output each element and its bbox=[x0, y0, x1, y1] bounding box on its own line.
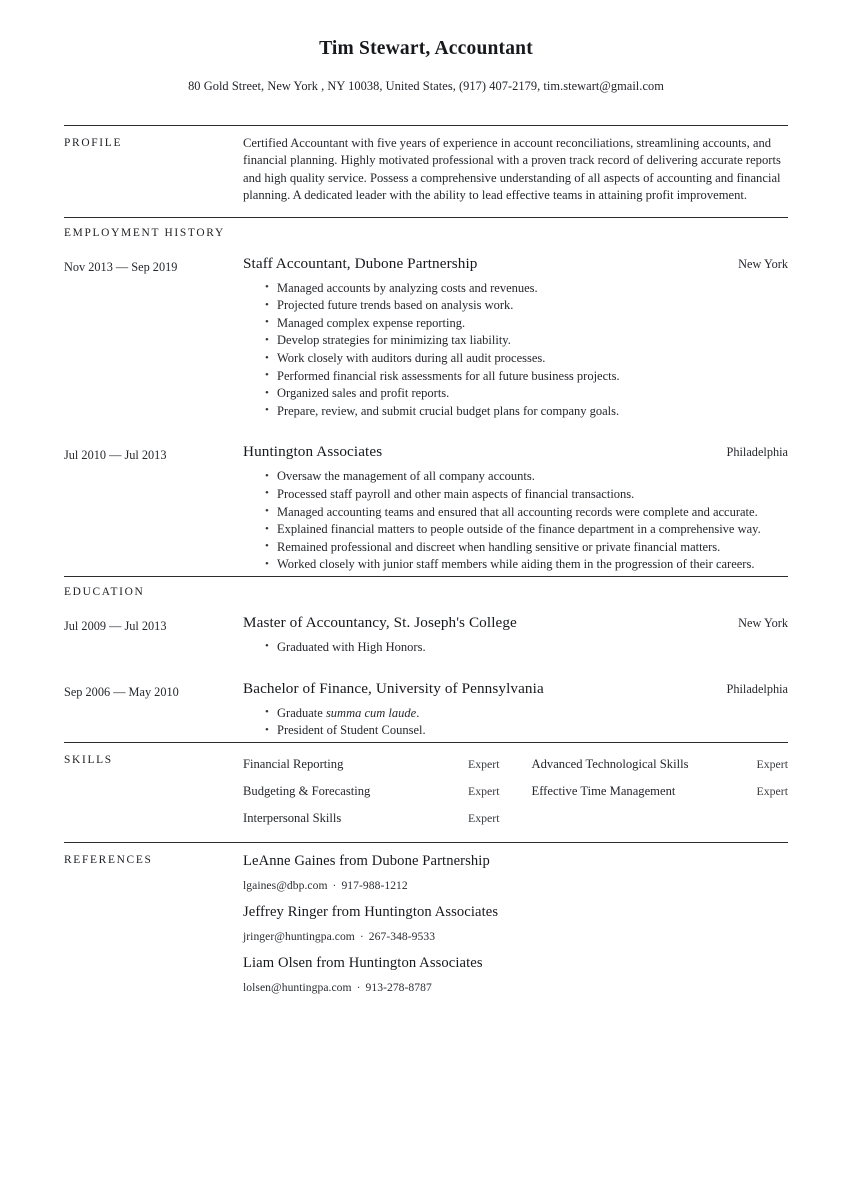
skill-row bbox=[532, 753, 789, 780]
skills-column bbox=[532, 753, 789, 834]
skill-level: Expert bbox=[468, 784, 500, 799]
skill-level: Expert bbox=[756, 784, 788, 799]
section-skills bbox=[64, 742, 788, 842]
reference-phone[interactable]: 913-278-8787 bbox=[365, 980, 432, 994]
skill-name: Budgeting & Forecasting bbox=[243, 784, 371, 799]
reference-name: Liam Olsen from Huntington Associates bbox=[243, 954, 483, 971]
resume-header bbox=[0, 0, 852, 94]
entry-bullet-list bbox=[243, 280, 788, 421]
entry-title: Huntington Associates bbox=[243, 443, 383, 461]
references-list bbox=[243, 852, 788, 999]
education-entry bbox=[64, 668, 788, 740]
entry-bullet: • Managed accounting teams and ensured that all accounting records were complete and accurate. bbox=[243, 504, 788, 522]
skill-level: Expert bbox=[756, 757, 788, 772]
entry-bullet: • Managed complex expense reporting. bbox=[243, 315, 788, 333]
reference-separator: · bbox=[359, 929, 364, 943]
section-employment bbox=[64, 217, 788, 576]
entry-title: Bachelor of Finance, University of Pennsylvania bbox=[243, 679, 544, 697]
entry-body bbox=[243, 255, 788, 421]
skills-grid bbox=[243, 752, 788, 840]
entry-bullet: • Projected future trends based on analysis work. bbox=[243, 297, 788, 315]
entry-body bbox=[243, 443, 788, 574]
reference-contact bbox=[243, 921, 788, 943]
reference-name: Jeffrey Ringer from Huntington Associates bbox=[243, 903, 499, 920]
entry-bullet: • Work closely with auditors during all audit processes. bbox=[243, 350, 788, 368]
skill-name: Effective Time Management bbox=[531, 784, 676, 799]
reference-separator: · bbox=[332, 878, 337, 892]
reference-name: LeAnne Gaines from Dubone Partnership bbox=[243, 852, 490, 869]
entry-date: Jul 2009 — Jul 2013 bbox=[64, 618, 167, 633]
section-label-references: REFERENCES bbox=[64, 853, 153, 866]
entry-bullet: • Explained financial matters to people outside of the finance department in a comprehensive way. bbox=[243, 521, 788, 539]
entry-title: Master of Accountancy, St. Joseph's College bbox=[243, 613, 517, 631]
reference-contact bbox=[243, 870, 788, 892]
skills-label-col bbox=[64, 752, 243, 766]
education-entry-list bbox=[64, 602, 788, 740]
reference-phone[interactable]: 917-988-1212 bbox=[341, 878, 408, 892]
section-label-employment: EMPLOYMENT HISTORY bbox=[64, 226, 225, 239]
skill-row bbox=[243, 753, 500, 780]
employment-entry bbox=[64, 243, 788, 421]
entry-date: Sep 2006 — May 2010 bbox=[64, 684, 179, 699]
entry-bullet: • Worked closely with junior staff members while aiding them in the progression of their careers. bbox=[243, 556, 788, 574]
profile-label-col bbox=[64, 135, 243, 149]
entry-body bbox=[243, 680, 788, 740]
section-label-education: EDUCATION bbox=[64, 585, 145, 598]
candidate-name: Tim Stewart, Accountant bbox=[319, 38, 533, 59]
skill-name: Advanced Technological Skills bbox=[531, 757, 689, 772]
entry-bullet: • Organized sales and profit reports. bbox=[243, 385, 788, 403]
skill-level: Expert bbox=[468, 757, 500, 772]
education-entry bbox=[64, 602, 788, 657]
reference-item bbox=[243, 903, 788, 954]
entry-bullet: • Graduate summa cum laude. bbox=[243, 705, 788, 723]
entry-bullet-list bbox=[243, 639, 788, 657]
entry-location: New York bbox=[738, 615, 788, 630]
reference-email[interactable]: lgaines@dbp.com bbox=[243, 878, 328, 892]
entry-bullet: • Managed accounts by analyzing costs and revenues. bbox=[243, 280, 788, 298]
section-references bbox=[64, 842, 788, 1001]
section-label-profile: PROFILE bbox=[64, 137, 123, 149]
reference-email[interactable]: jringer@huntingpa.com bbox=[243, 929, 355, 943]
entry-spacer bbox=[64, 657, 788, 668]
employment-entry-list bbox=[64, 243, 788, 574]
profile-text: Certified Accountant with five years of experience in account reconciliations, streamlining accounts, and financial planning. Highly motivated professional with a proven track record of delivering accurate reports and high quality service. Possess a comprehensive understanding of all aspects of accounting and financial planning. A dedicated leader with the ability to lead effective teams in attaining profit improvement. bbox=[243, 136, 781, 203]
employment-entry bbox=[64, 431, 788, 574]
reference-email[interactable]: lolsen@huntingpa.com bbox=[243, 980, 352, 994]
skill-row bbox=[243, 807, 500, 834]
entry-bullet-list bbox=[243, 705, 788, 740]
skill-row bbox=[532, 780, 789, 807]
entry-location: New York bbox=[738, 256, 788, 271]
entry-location: Philadelphia bbox=[726, 445, 788, 460]
skill-row bbox=[243, 780, 500, 807]
entry-body bbox=[243, 614, 788, 657]
section-profile bbox=[64, 125, 788, 217]
entry-spacer bbox=[64, 420, 788, 431]
entry-header-row bbox=[243, 680, 788, 698]
entry-bullet: • Processed staff payroll and other main aspects of financial transactions. bbox=[243, 486, 788, 504]
entry-bullet: • President of Student Counsel. bbox=[243, 722, 788, 740]
entry-bullet: • Oversaw the management of all company accounts. bbox=[243, 468, 788, 486]
reference-item bbox=[243, 954, 788, 996]
entry-header-row bbox=[243, 255, 788, 273]
section-education bbox=[64, 576, 788, 742]
entry-header-row bbox=[243, 443, 788, 461]
entry-bullet: • Remained professional and discreet when handling sensitive or private financial matters. bbox=[243, 539, 788, 557]
entry-date: Nov 2013 — Sep 2019 bbox=[64, 259, 178, 274]
reference-phone[interactable]: 267-348-9533 bbox=[368, 929, 436, 943]
reference-contact bbox=[243, 972, 788, 994]
skill-name: Interpersonal Skills bbox=[243, 811, 342, 826]
entry-header-row bbox=[243, 614, 788, 632]
entry-bullet-list bbox=[243, 468, 788, 574]
reference-item bbox=[243, 852, 788, 903]
references-label-col bbox=[64, 852, 243, 866]
skills-column bbox=[243, 753, 500, 834]
bullet-emphasis: summa cum laude bbox=[325, 705, 417, 720]
entry-bullet: • Performed financial risk assessments for all future business projects. bbox=[243, 368, 788, 386]
section-label-skills: SKILLS bbox=[64, 753, 113, 766]
entry-title: Staff Accountant, Dubone Partnership bbox=[243, 254, 478, 272]
skill-level: Expert bbox=[468, 811, 500, 826]
entry-bullet: • Develop strategies for minimizing tax liability. bbox=[243, 332, 788, 350]
entry-bullet: • Graduated with High Honors. bbox=[243, 639, 788, 657]
entry-date: Jul 2010 — Jul 2013 bbox=[64, 448, 167, 463]
entry-bullet: • Prepare, review, and submit crucial budget plans for company goals. bbox=[243, 403, 788, 421]
entry-location: Philadelphia bbox=[726, 681, 788, 696]
contact-line: 80 Gold Street, New York , NY 10038, United States, (917) 407-2179, tim.stewart@gmail.com bbox=[188, 79, 664, 93]
reference-separator: · bbox=[356, 980, 361, 994]
skill-name: Financial Reporting bbox=[243, 757, 344, 772]
